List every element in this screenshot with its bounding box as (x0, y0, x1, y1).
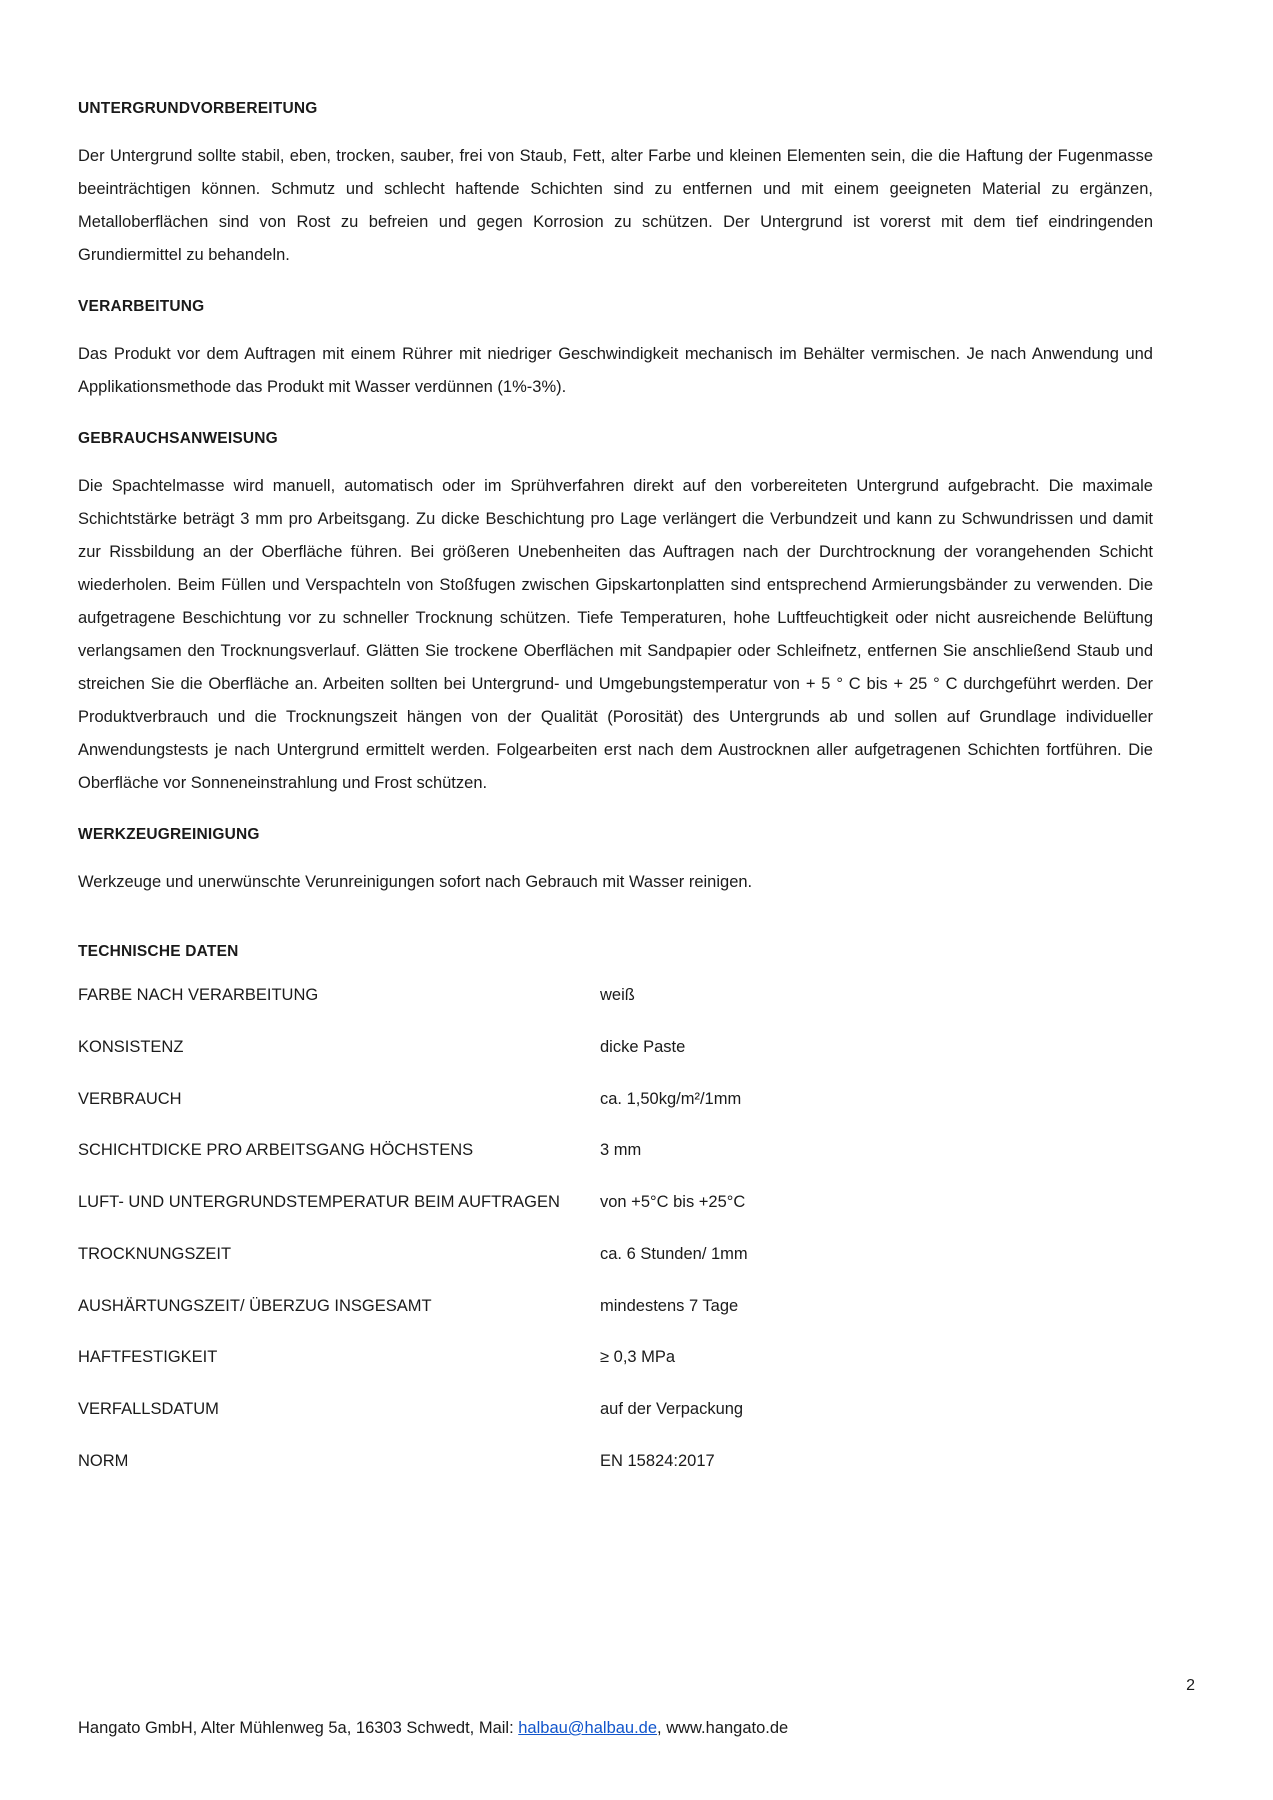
tech-value: von +5°C bis +25°C (600, 1193, 746, 1211)
table-row (78, 1138, 1153, 1190)
table-row (78, 983, 1153, 1035)
footer-email-link[interactable]: halbau@halbau.de (518, 1719, 658, 1737)
section-heading-gebrauchsanweisung: GEBRAUCHSANWEISUNG (78, 430, 278, 447)
section-body-werkzeugreinigung: Werkzeuge und unerwünschte Verunreinigungen sofort nach Gebrauch mit Wasser reinigen. (78, 873, 753, 891)
table-row (78, 1190, 1153, 1242)
section-heading-untergrundvorbereitung: UNTERGRUNDVORBEREITUNG (78, 100, 318, 117)
tech-label: FARBE NACH VERARBEITUNG (78, 986, 319, 1004)
footer-text-after-link: , www.hangato.de (657, 1719, 789, 1737)
tech-value: weiß (600, 986, 635, 1004)
tech-label: AUSHÄRTUNGSZEIT/ ÜBERZUG INSGESAMT (78, 1296, 432, 1315)
table-row (78, 1087, 1153, 1139)
tech-label: VERBRAUCH (78, 1089, 182, 1108)
footer-text-before-link: Hangato GmbH, Alter Mühlenweg 5a, 16303 Schwedt, Mail: (78, 1719, 519, 1737)
tech-value: ≥ 0,3 MPa (600, 1348, 676, 1367)
tech-label: LUFT- UND UNTERGRUNDSTEMPERATUR BEIM AUFTRAGEN (78, 1193, 560, 1211)
tech-value: dicke Paste (600, 1037, 686, 1056)
tech-label: HAFTFESTIGKEIT (78, 1348, 218, 1367)
tech-label: KONSISTENZ (78, 1037, 184, 1056)
table-row (78, 1449, 1153, 1501)
tech-label: SCHICHTDICKE PRO ARBEITSGANG HÖCHSTENS (78, 1141, 474, 1160)
table-row (78, 1035, 1153, 1087)
page-footer (78, 1677, 1195, 1738)
section-body-untergrundvorbereitung: Der Untergrund sollte stabil, eben, trocken, sauber, frei von Staub, Fett, alter Farbe und kleinen Elementen sein, die die Haftung der Fugenmasse beeinträchtigen können. Schmutz und schlecht haftende Schichten sind zu entfernen und mit einem geeigneten Material zu ergänzen, Metalloberflächen sind von Rost zu befreien und gegen Korrosion zu schützen. Der Untergrund ist vorerst mit dem tief eindringenden Grundiermittel zu behandeln. (78, 147, 1153, 264)
tech-value: ca. 1,50kg/m²/1mm (600, 1089, 742, 1108)
table-row (78, 1345, 1153, 1397)
table-row (78, 1397, 1153, 1449)
section-body-verarbeitung: Das Produkt vor dem Auftragen mit einem Rührer mit niedriger Geschwindigkeit mechanisch im Behälter vermischen. Je nach Anwendung und Applikationsmethode das Produkt mit Wasser verdünnen (1%-3%). (78, 345, 1153, 396)
section-body-gebrauchsanweisung: Die Spachtelmasse wird manuell, automatisch oder im Sprühverfahren direkt auf den vorbereiteten Untergrund aufgebracht. Die maximale Schichtstärke beträgt 3 mm pro Arbeitsgang. Zu dicke Beschichtung pro Lage verlängert die Verbundzeit und kann zu Schwundrissen und damit zur Rissbildung an der Oberfläche führen. Bei größeren Unebenheiten das Auftragen nach der Durchtrocknung der vorangehenden Schicht wiederholen. Beim Füllen und Verspachteln von Stoßfugen zwischen Gipskartonplatten sind entsprechend Armierungsbänder zu verwenden. Die aufgetragene Beschichtung vor zu schneller Trocknung schützen. Tiefe Temperaturen, hohe Luftfeuchtigkeit oder nicht ausreichende Belüftung verlangsamen den Trocknungsverlauf. Glätten Sie trockene Oberflächen mit Sandpapier oder Schleifnetz, entfernen Sie anschließend Staub und streichen Sie die Oberfläche an. Arbeiten sollten bei Untergrund- und Umgebungstemperatur von + 5 ° C bis + 25 ° C durchgeführt werden. Der Produktverbrauch und die Trocknungszeit hängen von der Qualität (Porosität) des Untergrunds ab und sollen auf Grundlage individueller Anwendungstests je nach Untergrund ermittelt werden. Folgearbeiten erst nach dem Austrocknen aller aufgetragenen Schichten fortführen. Die Oberfläche vor Sonneneinstrahlung und Frost schützen. (78, 477, 1153, 792)
tech-value: EN 15824:2017 (600, 1451, 715, 1470)
tech-value: mindestens 7 Tage (600, 1296, 739, 1315)
tech-value: 3 mm (600, 1141, 642, 1160)
table-row (78, 1242, 1153, 1294)
tech-value: auf der Verpackung (600, 1400, 744, 1418)
tech-value: ca. 6 Stunden/ 1mm (600, 1244, 748, 1263)
tech-label: VERFALLSDATUM (78, 1400, 219, 1418)
section-heading-verarbeitung: VERARBEITUNG (78, 298, 205, 315)
section-heading-werkzeugreinigung: WERKZEUGREINIGUNG (78, 826, 260, 843)
footer-company-line (78, 1719, 1195, 1738)
section-heading-technische-daten: TECHNISCHE DATEN (78, 943, 239, 960)
table-row (78, 1294, 1153, 1346)
tech-label: TROCKNUNGSZEIT (78, 1244, 232, 1263)
page-number: 2 (1186, 1677, 1195, 1694)
technical-data-table (78, 983, 1153, 1501)
tech-label: NORM (78, 1451, 129, 1470)
